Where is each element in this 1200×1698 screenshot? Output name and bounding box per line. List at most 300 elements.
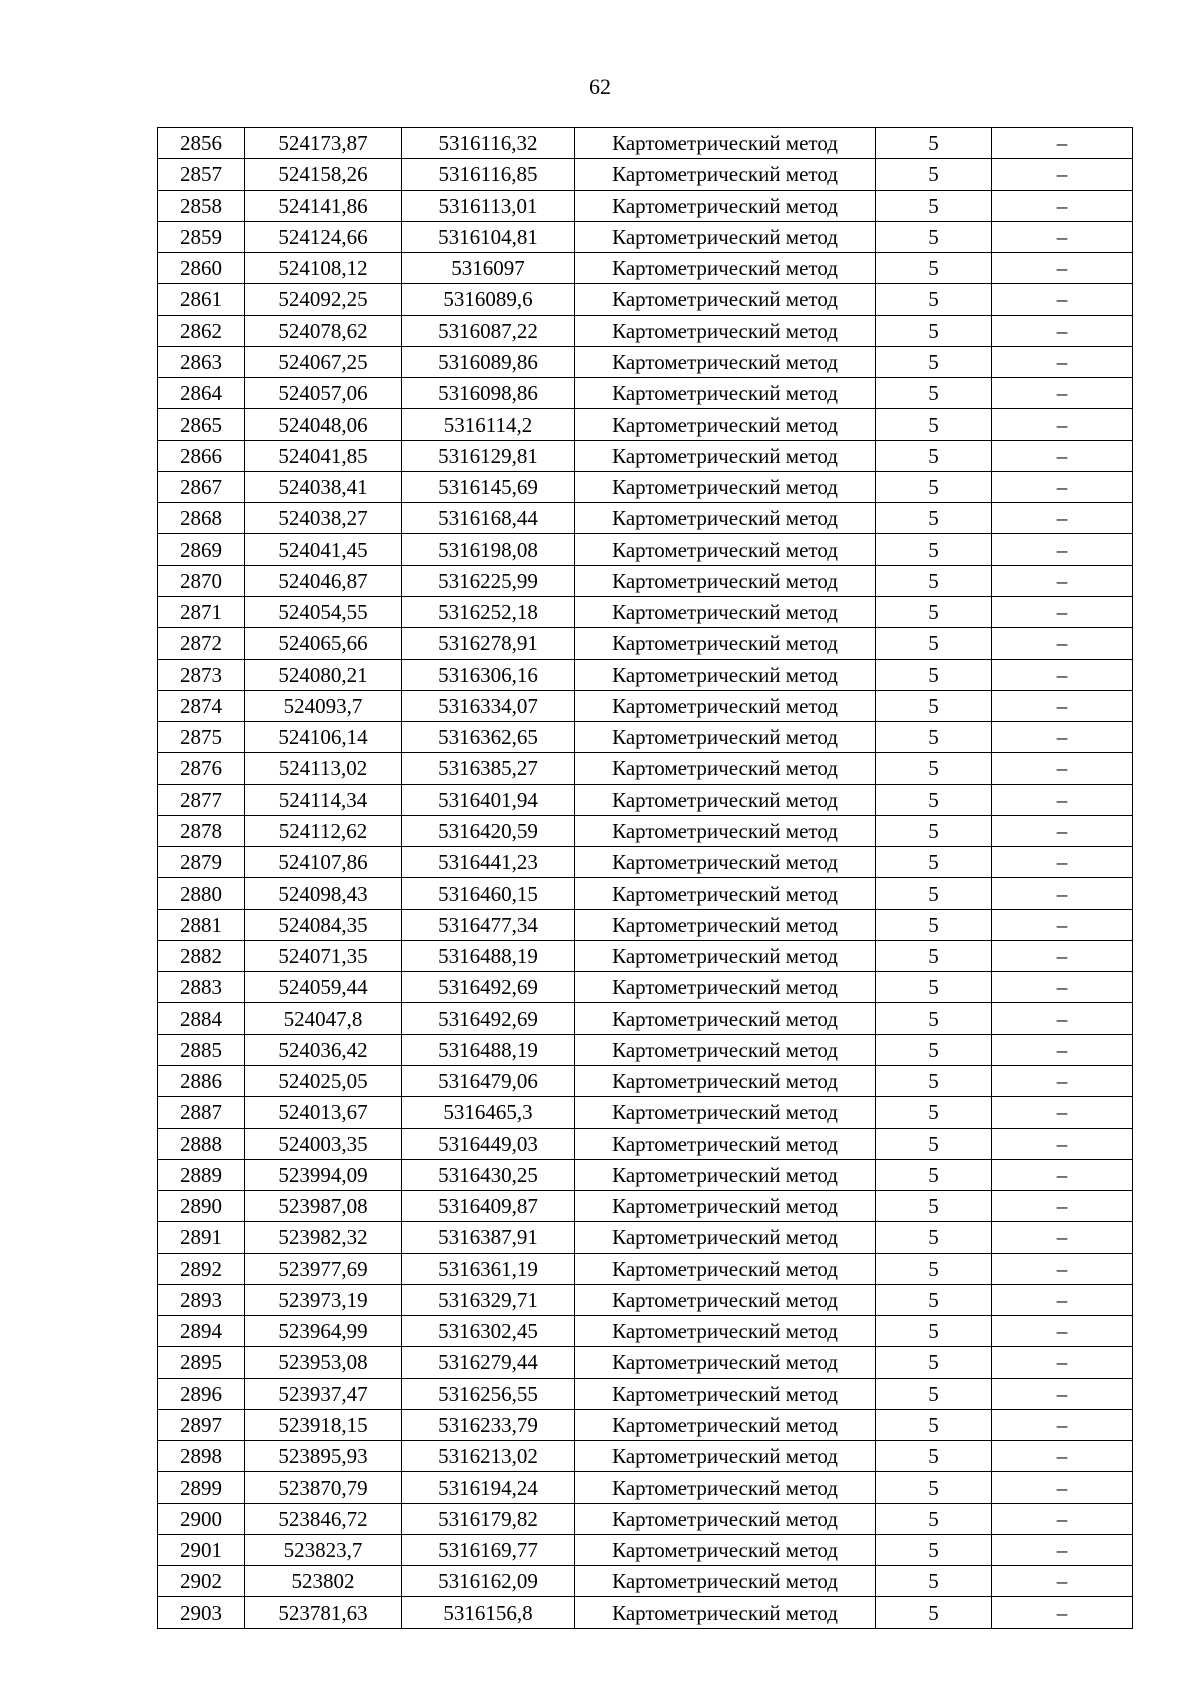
description-cell: –	[992, 1065, 1133, 1096]
method-cell: Картометрический метод	[575, 784, 876, 815]
table-row	[158, 784, 1133, 815]
point-number-cell: 2860	[158, 253, 245, 284]
y-coordinate-cell: 5316116,85	[402, 159, 575, 190]
y-coordinate-cell: 5316252,18	[402, 596, 575, 627]
table-row	[158, 221, 1133, 252]
y-coordinate-cell: 5316089,6	[402, 284, 575, 315]
method-cell: Картометрический метод	[575, 1097, 876, 1128]
description-cell: –	[992, 471, 1133, 502]
method-cell: Картометрический метод	[575, 315, 876, 346]
x-coordinate-cell: 524047,8	[245, 1003, 402, 1034]
description-cell: –	[992, 1597, 1133, 1628]
x-coordinate-cell: 524114,34	[245, 784, 402, 815]
accuracy-cell: 5	[876, 1222, 992, 1253]
y-coordinate-cell: 5316477,34	[402, 909, 575, 940]
accuracy-cell: 5	[876, 159, 992, 190]
y-coordinate-cell: 5316334,07	[402, 690, 575, 721]
x-coordinate-cell: 523977,69	[245, 1253, 402, 1284]
x-coordinate-cell: 524067,25	[245, 346, 402, 377]
table-row	[158, 1159, 1133, 1190]
accuracy-cell: 5	[876, 1472, 992, 1503]
method-cell: Картометрический метод	[575, 503, 876, 534]
accuracy-cell: 5	[876, 1409, 992, 1440]
table-row	[158, 471, 1133, 502]
description-cell: –	[992, 315, 1133, 346]
y-coordinate-cell: 5316488,19	[402, 940, 575, 971]
y-coordinate-cell: 5316401,94	[402, 784, 575, 815]
x-coordinate-cell: 524098,43	[245, 878, 402, 909]
y-coordinate-cell: 5316465,3	[402, 1097, 575, 1128]
table-row	[158, 534, 1133, 565]
table-row	[158, 940, 1133, 971]
table-row	[158, 128, 1133, 159]
accuracy-cell: 5	[876, 596, 992, 627]
description-cell: –	[992, 284, 1133, 315]
table-row	[158, 315, 1133, 346]
method-cell: Картометрический метод	[575, 1191, 876, 1222]
method-cell: Картометрический метод	[575, 1222, 876, 1253]
point-number-cell: 2874	[158, 690, 245, 721]
y-coordinate-cell: 5316362,65	[402, 722, 575, 753]
table-row	[158, 1065, 1133, 1096]
description-cell: –	[992, 847, 1133, 878]
x-coordinate-cell: 523953,08	[245, 1347, 402, 1378]
x-coordinate-cell: 524036,42	[245, 1034, 402, 1065]
x-coordinate-cell: 524113,02	[245, 753, 402, 784]
y-coordinate-cell: 5316430,25	[402, 1159, 575, 1190]
table-row	[158, 1253, 1133, 1284]
method-cell: Картометрический метод	[575, 565, 876, 596]
table-row	[158, 1128, 1133, 1159]
x-coordinate-cell: 524025,05	[245, 1065, 402, 1096]
description-cell: –	[992, 1128, 1133, 1159]
y-coordinate-cell: 5316162,09	[402, 1566, 575, 1597]
method-cell: Картометрический метод	[575, 378, 876, 409]
description-cell: –	[992, 378, 1133, 409]
point-number-cell: 2871	[158, 596, 245, 627]
method-cell: Картометрический метод	[575, 284, 876, 315]
point-number-cell: 2865	[158, 409, 245, 440]
point-number-cell: 2895	[158, 1347, 245, 1378]
x-coordinate-cell: 523937,47	[245, 1378, 402, 1409]
description-cell: –	[992, 159, 1133, 190]
accuracy-cell: 5	[876, 253, 992, 284]
point-number-cell: 2886	[158, 1065, 245, 1096]
table-row	[158, 628, 1133, 659]
method-cell: Картометрический метод	[575, 596, 876, 627]
y-coordinate-cell: 5316156,8	[402, 1597, 575, 1628]
table-row	[158, 1472, 1133, 1503]
description-cell: –	[992, 1534, 1133, 1565]
table-row	[158, 1222, 1133, 1253]
point-number-cell: 2859	[158, 221, 245, 252]
x-coordinate-cell: 524141,86	[245, 190, 402, 221]
point-number-cell: 2862	[158, 315, 245, 346]
method-cell: Картометрический метод	[575, 722, 876, 753]
point-number-cell: 2869	[158, 534, 245, 565]
method-cell: Картометрический метод	[575, 409, 876, 440]
x-coordinate-cell: 524093,7	[245, 690, 402, 721]
accuracy-cell: 5	[876, 659, 992, 690]
accuracy-cell: 5	[876, 1347, 992, 1378]
point-number-cell: 2903	[158, 1597, 245, 1628]
x-coordinate-cell: 524173,87	[245, 128, 402, 159]
description-cell: –	[992, 596, 1133, 627]
table-row	[158, 1347, 1133, 1378]
accuracy-cell: 5	[876, 1378, 992, 1409]
method-cell: Картометрический метод	[575, 190, 876, 221]
accuracy-cell: 5	[876, 1003, 992, 1034]
x-coordinate-cell: 523982,32	[245, 1222, 402, 1253]
description-cell: –	[992, 440, 1133, 471]
x-coordinate-cell: 524071,35	[245, 940, 402, 971]
y-coordinate-cell: 5316225,99	[402, 565, 575, 596]
point-number-cell: 2867	[158, 471, 245, 502]
method-cell: Картометрический метод	[575, 346, 876, 377]
y-coordinate-cell: 5316385,27	[402, 753, 575, 784]
y-coordinate-cell: 5316169,77	[402, 1534, 575, 1565]
accuracy-cell: 5	[876, 1065, 992, 1096]
method-cell: Картометрический метод	[575, 847, 876, 878]
x-coordinate-cell: 524065,66	[245, 628, 402, 659]
y-coordinate-cell: 5316114,2	[402, 409, 575, 440]
table-row	[158, 284, 1133, 315]
y-coordinate-cell: 5316168,44	[402, 503, 575, 534]
x-coordinate-cell: 524041,45	[245, 534, 402, 565]
description-cell: –	[992, 221, 1133, 252]
method-cell: Картометрический метод	[575, 753, 876, 784]
y-coordinate-cell: 5316198,08	[402, 534, 575, 565]
accuracy-cell: 5	[876, 1566, 992, 1597]
accuracy-cell: 5	[876, 690, 992, 721]
point-number-cell: 2881	[158, 909, 245, 940]
description-cell: –	[992, 1284, 1133, 1315]
table-row	[158, 1503, 1133, 1534]
table-row	[158, 440, 1133, 471]
method-cell: Картометрический метод	[575, 128, 876, 159]
table-row	[158, 659, 1133, 690]
description-cell: –	[992, 1222, 1133, 1253]
accuracy-cell: 5	[876, 722, 992, 753]
description-cell: –	[992, 346, 1133, 377]
table-row	[158, 346, 1133, 377]
table-row	[158, 253, 1133, 284]
accuracy-cell: 5	[876, 346, 992, 377]
method-cell: Картометрический метод	[575, 909, 876, 940]
description-cell: –	[992, 784, 1133, 815]
description-cell: –	[992, 1441, 1133, 1472]
table-row	[158, 1316, 1133, 1347]
point-number-cell: 2868	[158, 503, 245, 534]
description-cell: –	[992, 534, 1133, 565]
point-number-cell: 2880	[158, 878, 245, 909]
description-cell: –	[992, 1034, 1133, 1065]
x-coordinate-cell: 524038,27	[245, 503, 402, 534]
x-coordinate-cell: 524054,55	[245, 596, 402, 627]
description-cell: –	[992, 409, 1133, 440]
accuracy-cell: 5	[876, 1191, 992, 1222]
accuracy-cell: 5	[876, 378, 992, 409]
point-number-cell: 2872	[158, 628, 245, 659]
table-row	[158, 722, 1133, 753]
method-cell: Картометрический метод	[575, 815, 876, 846]
accuracy-cell: 5	[876, 534, 992, 565]
y-coordinate-cell: 5316278,91	[402, 628, 575, 659]
x-coordinate-cell: 524046,87	[245, 565, 402, 596]
description-cell: –	[992, 190, 1133, 221]
y-coordinate-cell: 5316279,44	[402, 1347, 575, 1378]
y-coordinate-cell: 5316097	[402, 253, 575, 284]
point-number-cell: 2884	[158, 1003, 245, 1034]
x-coordinate-cell: 523987,08	[245, 1191, 402, 1222]
point-number-cell: 2861	[158, 284, 245, 315]
point-number-cell: 2896	[158, 1378, 245, 1409]
description-cell: –	[992, 1003, 1133, 1034]
point-number-cell: 2887	[158, 1097, 245, 1128]
y-coordinate-cell: 5316087,22	[402, 315, 575, 346]
description-cell: –	[992, 690, 1133, 721]
accuracy-cell: 5	[876, 284, 992, 315]
method-cell: Картометрический метод	[575, 940, 876, 971]
table-row	[158, 1378, 1133, 1409]
description-cell: –	[992, 1503, 1133, 1534]
table-row	[158, 378, 1133, 409]
table-row	[158, 565, 1133, 596]
y-coordinate-cell: 5316302,45	[402, 1316, 575, 1347]
accuracy-cell: 5	[876, 1534, 992, 1565]
y-coordinate-cell: 5316256,55	[402, 1378, 575, 1409]
method-cell: Картометрический метод	[575, 1065, 876, 1096]
y-coordinate-cell: 5316104,81	[402, 221, 575, 252]
method-cell: Картометрический метод	[575, 1253, 876, 1284]
accuracy-cell: 5	[876, 972, 992, 1003]
method-cell: Картометрический метод	[575, 659, 876, 690]
y-coordinate-cell: 5316460,15	[402, 878, 575, 909]
description-cell: –	[992, 753, 1133, 784]
description-cell: –	[992, 1378, 1133, 1409]
x-coordinate-cell: 524084,35	[245, 909, 402, 940]
point-number-cell: 2863	[158, 346, 245, 377]
point-number-cell: 2882	[158, 940, 245, 971]
method-cell: Картометрический метод	[575, 1597, 876, 1628]
accuracy-cell: 5	[876, 847, 992, 878]
method-cell: Картометрический метод	[575, 471, 876, 502]
y-coordinate-cell: 5316213,02	[402, 1441, 575, 1472]
method-cell: Картометрический метод	[575, 1534, 876, 1565]
point-number-cell: 2856	[158, 128, 245, 159]
x-coordinate-cell: 523973,19	[245, 1284, 402, 1315]
accuracy-cell: 5	[876, 1253, 992, 1284]
description-cell: –	[992, 722, 1133, 753]
point-number-cell: 2857	[158, 159, 245, 190]
x-coordinate-cell: 524013,67	[245, 1097, 402, 1128]
accuracy-cell: 5	[876, 1316, 992, 1347]
point-number-cell: 2900	[158, 1503, 245, 1534]
point-number-cell: 2901	[158, 1534, 245, 1565]
y-coordinate-cell: 5316194,24	[402, 1472, 575, 1503]
accuracy-cell: 5	[876, 1441, 992, 1472]
description-cell: –	[992, 815, 1133, 846]
table-row	[158, 159, 1133, 190]
accuracy-cell: 5	[876, 1284, 992, 1315]
description-cell: –	[992, 1566, 1133, 1597]
y-coordinate-cell: 5316441,23	[402, 847, 575, 878]
description-cell: –	[992, 659, 1133, 690]
x-coordinate-cell: 523846,72	[245, 1503, 402, 1534]
table-row	[158, 690, 1133, 721]
y-coordinate-cell: 5316233,79	[402, 1409, 575, 1440]
description-cell: –	[992, 1191, 1133, 1222]
y-coordinate-cell: 5316098,86	[402, 378, 575, 409]
y-coordinate-cell: 5316387,91	[402, 1222, 575, 1253]
accuracy-cell: 5	[876, 565, 992, 596]
y-coordinate-cell: 5316420,59	[402, 815, 575, 846]
point-number-cell: 2878	[158, 815, 245, 846]
coordinates-table	[157, 127, 1133, 1629]
description-cell: –	[992, 1347, 1133, 1378]
x-coordinate-cell: 524003,35	[245, 1128, 402, 1159]
description-cell: –	[992, 253, 1133, 284]
table-row	[158, 1409, 1133, 1440]
method-cell: Картометрический метод	[575, 1347, 876, 1378]
method-cell: Картометрический метод	[575, 878, 876, 909]
method-cell: Картометрический метод	[575, 628, 876, 659]
x-coordinate-cell: 524059,44	[245, 972, 402, 1003]
x-coordinate-cell: 523964,99	[245, 1316, 402, 1347]
method-cell: Картометрический метод	[575, 1003, 876, 1034]
x-coordinate-cell: 524080,21	[245, 659, 402, 690]
point-number-cell: 2888	[158, 1128, 245, 1159]
point-number-cell: 2873	[158, 659, 245, 690]
description-cell: –	[992, 1316, 1133, 1347]
point-number-cell: 2891	[158, 1222, 245, 1253]
coordinates-table-body	[158, 128, 1133, 1629]
table-row	[158, 972, 1133, 1003]
accuracy-cell: 5	[876, 753, 992, 784]
accuracy-cell: 5	[876, 940, 992, 971]
description-cell: –	[992, 1159, 1133, 1190]
x-coordinate-cell: 524057,06	[245, 378, 402, 409]
accuracy-cell: 5	[876, 1597, 992, 1628]
method-cell: Картометрический метод	[575, 972, 876, 1003]
table-row	[158, 1191, 1133, 1222]
table-row	[158, 815, 1133, 846]
accuracy-cell: 5	[876, 440, 992, 471]
table-row	[158, 847, 1133, 878]
accuracy-cell: 5	[876, 628, 992, 659]
accuracy-cell: 5	[876, 503, 992, 534]
point-number-cell: 2879	[158, 847, 245, 878]
y-coordinate-cell: 5316492,69	[402, 972, 575, 1003]
y-coordinate-cell: 5316449,03	[402, 1128, 575, 1159]
table-row	[158, 1597, 1133, 1628]
accuracy-cell: 5	[876, 128, 992, 159]
method-cell: Картометрический метод	[575, 1503, 876, 1534]
accuracy-cell: 5	[876, 815, 992, 846]
point-number-cell: 2897	[158, 1409, 245, 1440]
y-coordinate-cell: 5316129,81	[402, 440, 575, 471]
point-number-cell: 2898	[158, 1441, 245, 1472]
y-coordinate-cell: 5316361,19	[402, 1253, 575, 1284]
table-row	[158, 1566, 1133, 1597]
description-cell: –	[992, 878, 1133, 909]
table-row	[158, 190, 1133, 221]
point-number-cell: 2864	[158, 378, 245, 409]
y-coordinate-cell: 5316179,82	[402, 1503, 575, 1534]
x-coordinate-cell: 523918,15	[245, 1409, 402, 1440]
method-cell: Картометрический метод	[575, 690, 876, 721]
description-cell: –	[992, 972, 1133, 1003]
y-coordinate-cell: 5316492,69	[402, 1003, 575, 1034]
x-coordinate-cell: 524112,62	[245, 815, 402, 846]
table-row	[158, 596, 1133, 627]
method-cell: Картометрический метод	[575, 534, 876, 565]
table-row	[158, 1284, 1133, 1315]
description-cell: –	[992, 909, 1133, 940]
x-coordinate-cell: 523994,09	[245, 1159, 402, 1190]
x-coordinate-cell: 524158,26	[245, 159, 402, 190]
description-cell: –	[992, 940, 1133, 971]
point-number-cell: 2893	[158, 1284, 245, 1315]
table-row	[158, 409, 1133, 440]
x-coordinate-cell: 523895,93	[245, 1441, 402, 1472]
y-coordinate-cell: 5316409,87	[402, 1191, 575, 1222]
method-cell: Картометрический метод	[575, 1284, 876, 1315]
accuracy-cell: 5	[876, 1034, 992, 1065]
accuracy-cell: 5	[876, 1128, 992, 1159]
description-cell: –	[992, 565, 1133, 596]
accuracy-cell: 5	[876, 1097, 992, 1128]
method-cell: Картометрический метод	[575, 440, 876, 471]
x-coordinate-cell: 523781,63	[245, 1597, 402, 1628]
y-coordinate-cell: 5316329,71	[402, 1284, 575, 1315]
x-coordinate-cell: 523823,7	[245, 1534, 402, 1565]
y-coordinate-cell: 5316089,86	[402, 346, 575, 377]
table-row	[158, 1034, 1133, 1065]
description-cell: –	[992, 1097, 1133, 1128]
description-cell: –	[992, 1472, 1133, 1503]
point-number-cell: 2870	[158, 565, 245, 596]
method-cell: Картометрический метод	[575, 1409, 876, 1440]
accuracy-cell: 5	[876, 909, 992, 940]
table-row	[158, 878, 1133, 909]
x-coordinate-cell: 524041,85	[245, 440, 402, 471]
accuracy-cell: 5	[876, 315, 992, 346]
y-coordinate-cell: 5316145,69	[402, 471, 575, 502]
y-coordinate-cell: 5316116,32	[402, 128, 575, 159]
method-cell: Картометрический метод	[575, 1441, 876, 1472]
method-cell: Картометрический метод	[575, 1566, 876, 1597]
method-cell: Картометрический метод	[575, 1316, 876, 1347]
table-row	[158, 503, 1133, 534]
description-cell: –	[992, 128, 1133, 159]
page-number: 62	[589, 74, 611, 99]
point-number-cell: 2899	[158, 1472, 245, 1503]
method-cell: Картометрический метод	[575, 1472, 876, 1503]
x-coordinate-cell: 524048,06	[245, 409, 402, 440]
table-row	[158, 1534, 1133, 1565]
accuracy-cell: 5	[876, 221, 992, 252]
method-cell: Картометрический метод	[575, 253, 876, 284]
method-cell: Картометрический метод	[575, 1034, 876, 1065]
y-coordinate-cell: 5316479,06	[402, 1065, 575, 1096]
point-number-cell: 2876	[158, 753, 245, 784]
x-coordinate-cell: 523802	[245, 1566, 402, 1597]
description-cell: –	[992, 1409, 1133, 1440]
accuracy-cell: 5	[876, 784, 992, 815]
point-number-cell: 2875	[158, 722, 245, 753]
accuracy-cell: 5	[876, 878, 992, 909]
